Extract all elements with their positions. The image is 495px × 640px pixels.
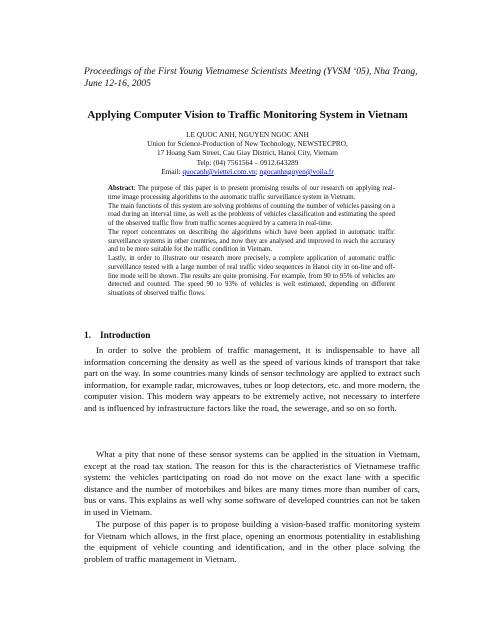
section-heading-introduction	[84, 331, 424, 342]
author-block	[60, 130, 435, 176]
proceedings-header: Proceedings of the First Young Vietnamese Scientists Meeting (YVSM ‘05), Nha Trang, June 12-16, 2005	[84, 66, 418, 89]
email-separator: ;	[255, 166, 260, 176]
body-paragraph-3-text: The purpose of this paper is to propose building a vision-based traffic monitoring system for Vietnam which allows, in the first place, opening an enormous potentiality in establishing the equipment of vehicle counting and identification, and in the other place solving the problem of traffic management in Vietnam.	[84, 519, 420, 564]
author-affiliation: Union for Science-Production of New Technology, NEWSTECPRO,	[147, 139, 348, 149]
body-paragraph-2-text: What a pity that none of these sensor systems can be applied in the situation in Vietnam, except at the road tax station. The reason for this is the characteristics of Vietnamese traffic system: the vehicles participating on road do not move on the exact lane with a specific distance and the number of motorbikes and bikes are many times more than number of cars, bus or vans. This explains as well why some software of developed countries can not be taken in used in Vietnam.	[84, 449, 420, 517]
section-number: 1.	[84, 331, 91, 341]
body-paragraph-3	[84, 519, 420, 565]
abstract-paragraph-1	[108, 185, 395, 203]
author-address: 17 Hoang Sam Street, Cau Giay District, Hanoi City, Vietnam	[157, 148, 338, 158]
abstract-text-1: : The purpose of this paper is to present promising results of our research on applying real-time image processing algorithms to the automatic traffic surveillance system in Vietnam.	[108, 185, 395, 201]
email-label: Email:	[161, 166, 183, 176]
abstract-paragraph-3: The report concentrates on describing the algorithms which have been applied in automatic traffic surveillance systems in other countries, and now they are analysed and improved to reach the accuracy and to be more suitable for the traffic condition in Vietnam.	[108, 228, 395, 254]
abstract-label: Abstract	[108, 185, 134, 192]
section-title: Introduction	[100, 331, 151, 341]
abstract-paragraph-2: The main functions of this system are solving problems of counting the number of vehicles passing on a road during an interval time, as well as the problems of vehicles classification and estimating the speed of the observed traffic flow from traffic scenes acquired by a camera in real-time.	[108, 202, 395, 227]
author-email-line	[60, 167, 435, 176]
paper-title: Applying Computer Vision to Traffic Monitoring System in Vietnam	[87, 109, 408, 121]
body-paragraph-1	[84, 345, 420, 415]
body-paragraph-1-text: In order to solve the problem of traffic management, it is indispensable to have all information concerning the density as well as the speed of various kinds of transport that take part on the way. In some countries many kinds of sensor technology are applied to extract such information, for example radar, microwaves, tubes or loop detectors, etc. and more modern, the computer vision. This modern way appears to be extremely active, not necessary to interfere and is influenced by infrastructure factors like the road, the sewerage, and so on so forth.	[84, 345, 420, 413]
email-link-1[interactable]: quocanh@viettel.com.vn	[182, 166, 256, 176]
body-paragraph-2	[84, 449, 420, 519]
abstract-block	[108, 185, 395, 299]
abstract-paragraph-4: Lastly, in order to illustrate our research more precisely, a complete application of automatic traffic surveillance tested with a large number of real traffic video sequences in Hanoi city in on-line and off-line mode will be shown. The results are quite promising. For example, from 90 to 95% of vehicles are detected and counted. The speed 90 to 93% of vehicles is well estimated, depending on different situations of observed traffic flows.	[108, 255, 395, 297]
author-names: LE QUOC ANH, NGUYEN NGOC ANH	[186, 130, 309, 139]
email-link-2[interactable]: ngocanhnguyen@voila.fr	[259, 166, 334, 176]
author-telephone: Telp: (04) 7561564 – 0912.643289	[196, 157, 299, 167]
